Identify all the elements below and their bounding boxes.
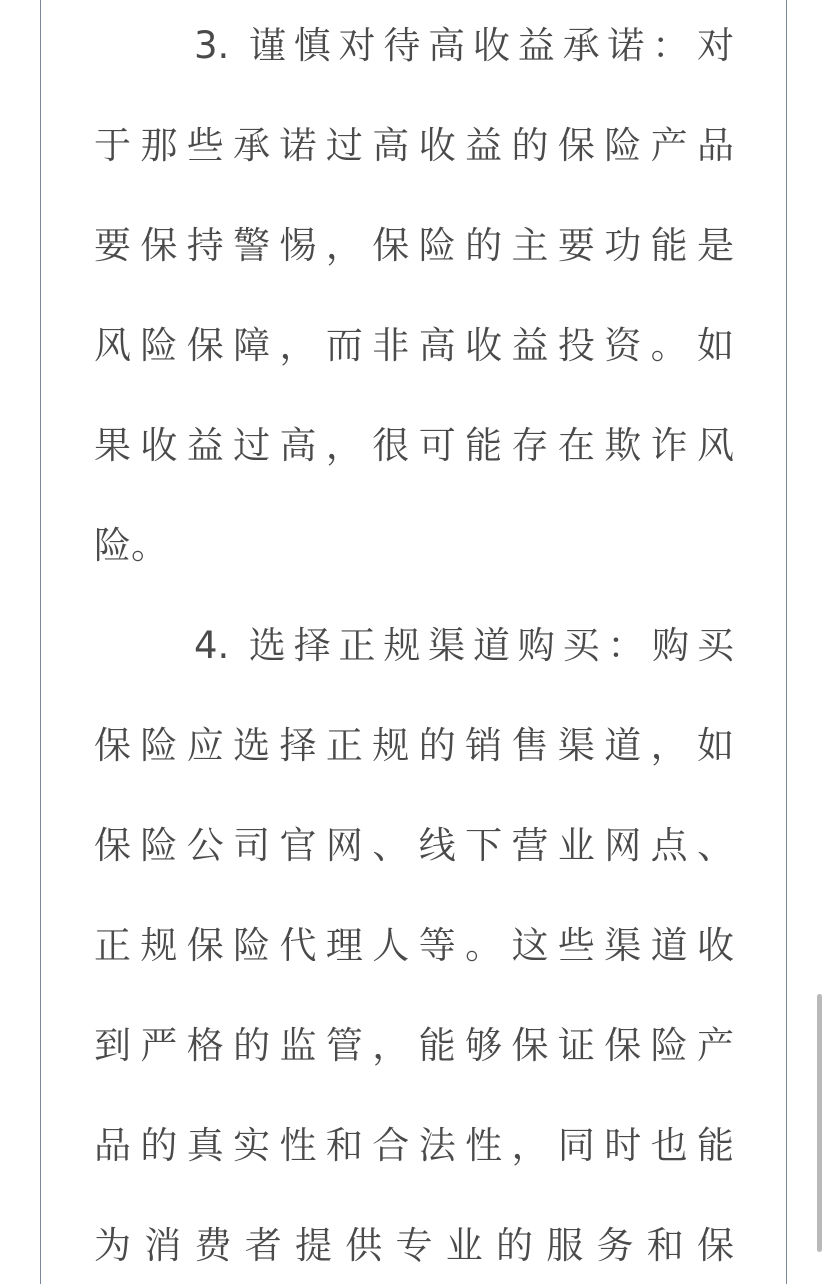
paragraph-4-line-1: 4. 选择正规渠道购买：购买: [194, 624, 734, 667]
paragraph-3-line-1: 3. 谨慎对待高收益承诺：对: [194, 24, 734, 67]
paragraph-3-line-5: 果收益过高，很可能存在欺诈风: [94, 424, 734, 467]
right-border: [786, 0, 787, 1284]
paragraph-4-line-5: 到严格的监管，能够保证保险产: [94, 1024, 734, 1067]
paragraph-4-line-3: 保险公司官网、线下营业网点、: [94, 824, 734, 867]
paragraph-4-line-6: 品的真实性和合法性，同时也能: [94, 1124, 734, 1167]
paragraph-4-line-7: 为消费者提供专业的服务和保: [94, 1224, 734, 1267]
paragraph-4-line-2: 保险应选择正规的销售渠道，如: [94, 724, 734, 767]
paragraph-3-line-4: 风险保障，而非高收益投资。如: [94, 324, 734, 367]
paragraph-3-line-3: 要保持警惕，保险的主要功能是: [94, 224, 734, 267]
paragraph-4-line-4: 正规保险代理人等。这些渠道收: [94, 924, 734, 967]
vertical-scrollbar[interactable]: [817, 994, 822, 1252]
paragraph-3-line-6: 险。: [94, 524, 168, 567]
paragraph-3-line-2: 于那些承诺过高收益的保险产品: [94, 124, 734, 167]
left-border: [40, 0, 41, 1284]
